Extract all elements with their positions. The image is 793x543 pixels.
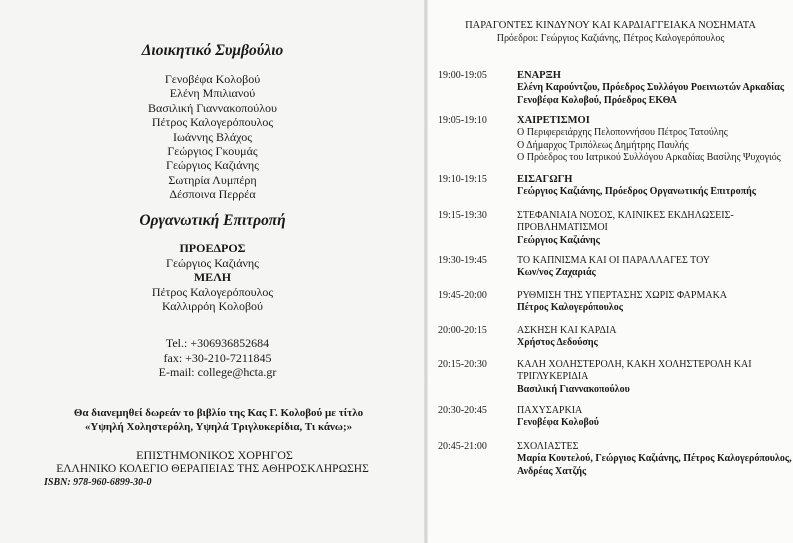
session-speaker: Κων/νος Ζαχαριάς (517, 267, 596, 279)
email-text: E-mail: college@hcta.gr (158, 365, 277, 379)
session-content (517, 210, 734, 247)
session-time: 19:30-19:45 (438, 255, 487, 266)
program-chairs: Πρόεδροι: Γεώργιος Καζιάνης, Πέτρος Καλογερόπουλος (496, 33, 725, 44)
session-content (517, 255, 710, 280)
session-time: 19:45-20:00 (438, 290, 487, 301)
session-content (517, 405, 599, 430)
session-time: 19:00-19:05 (438, 70, 487, 81)
board-member: Ιωάννης Βλάχος (173, 129, 252, 144)
book-line-1: Θα διανεμηθεί δωρεάν το βιβλίο της Κας Γ. Κολοβού με τίτλο (73, 407, 364, 419)
session-text: ΤΟ ΚΑΠΝΙΣΜΑ ΚΑΙ ΟΙ ΠΑΡΑΛΛΑΓΕΣ ΤΟΥ (517, 255, 711, 266)
session-heading: ΧΑΙΡΕΤΙΣΜΟΙ (517, 115, 590, 126)
session-text: Ο Δήμαρχος Τριπόλεως Δημήτρης Παυλής (517, 139, 689, 151)
session-content (517, 70, 784, 107)
board-member: Βασιλική Γιαννακοπούλου (148, 100, 277, 115)
session-heading: ΕΝΑΡΞΗ (517, 70, 561, 81)
session-speaker: Ελένη Καρούντζου, Πρόεδρος Συλλόγου Ροεινιωτών Αρκαδίας (517, 82, 785, 94)
session-speaker: Γεώργιος Καζιάνης (517, 234, 600, 246)
board-member: Γεώργιος Γκουμάς (167, 144, 258, 158)
session-speaker: Γενοβέφα Κολοβού, Πρόεδρος ΕΚΘΑ (517, 94, 677, 106)
session-speaker: Βασιλική Γιαννακοπούλου (517, 383, 630, 395)
board-member: Ελένη Μπιλιανού (169, 86, 256, 101)
session-text: Ο Πρόεδρος του Ιατρικού Συλλόγου Αρκαδίας Βασίλης Ψυχογιός (517, 152, 781, 164)
committee-member: Καλλιρρόη Κολοβού (161, 299, 263, 313)
members-label: ΜΕΛΗ (193, 270, 232, 284)
committee-title: Οργανωτική Επιτροπή (139, 212, 286, 229)
isbn-text: ISBN: 978-960-6899-30-0 (44, 477, 152, 488)
sponsor-name: ΕΛΛΗΝΙΚΟ ΚΟΛΕΓΙΟ ΘΕΡΑΠΕΙΑΣ ΤΗΣ ΑΘΗΡΟΣΚΛΗΡΩΣΗΣ (56, 463, 369, 475)
board-title: Διοικητικό Συμβούλιο (141, 42, 284, 59)
session-text: ΠΡΟΒΛΗΜΑΤΙΣΜΟΙ (517, 222, 608, 234)
session-text: ΠΑΧΥΣΑΡΚΙΑ (517, 405, 583, 416)
session-content (517, 290, 727, 315)
session-content (517, 325, 617, 350)
session-content (517, 441, 792, 478)
session-content (517, 174, 756, 199)
session-text: ΣΤΕΦΑΝΙΑΙΑ ΝΟΣΟΣ, ΚΛΙΝΙΚΕΣ ΕΚΔΗΛΩΣΕΙΣ- (517, 210, 734, 221)
session-time: 20:15-20:30 (438, 359, 487, 370)
board-member: Γενοβέφα Κολοβού (164, 72, 261, 86)
president-name: Γεώργιος Καζιάνης (166, 255, 259, 270)
board-member: Δέσποινα Περρέα (169, 187, 256, 202)
session-speaker: Μαρία Κουτελού, Γεώργιος Καζιάνης, Πέτρος Καλογερόπουλος, (517, 453, 792, 465)
session-time: 19:05-19:10 (438, 115, 487, 126)
session-content (517, 359, 752, 396)
session-speaker: Γενοβέφα Κολοβού (517, 417, 599, 429)
session-speaker: Γεώργιος Καζιάνης, Πρόεδρος Οργανωτικής Επιτροπής (517, 186, 756, 198)
session-text: ΑΣΚΗΣΗ ΚΑΙ ΚΑΡΔΙΑ (517, 325, 617, 336)
fax-text: fax: +30-210-7211845 (163, 350, 272, 365)
session-text: ΤΡΙΓΛΥΚΕΡΙΔΙΑ (517, 371, 589, 383)
session-time: 20:00-20:15 (438, 325, 487, 336)
session-time: 19:15-19:30 (438, 210, 487, 221)
session-text: ΣΧΟΛΙΑΣΤΕΣ (517, 441, 579, 452)
session-content (517, 115, 781, 165)
program-title: ΠΑΡΑΓΟΝΤΕΣ ΚΙΝΔΥΝΟΥ ΚΑΙ ΚΑΡΔΙΑΓΓΕΙΑΚΑ ΝΟΣΗΜΑΤΑ (465, 20, 756, 31)
committee-member: Πέτρος Καλογερόπουλος (151, 284, 274, 299)
sponsor-label: ΕΠΙΣΤΗΜΟΝΙΚΟΣ ΧΟΡΗΓΟΣ (136, 448, 293, 462)
board-member: Πέτρος Καλογερόπουλος (151, 115, 274, 130)
session-text: ΡΥΘΜΙΣΗ ΤΗΣ ΥΠΕΡΤΑΣΗΣ ΧΩΡΙΣ ΦΑΡΜΑΚΑ (517, 290, 728, 301)
session-time: 20:45-21:00 (438, 441, 487, 452)
session-speaker: Ανδρέας Χατζής (517, 465, 587, 477)
session-text: ΚΑΛΗ ΧΟΛΗΣΤΕΡΟΛΗ, ΚΑΚΗ ΧΟΛΗΣΤΕΡΟΛΗ ΚΑΙ (517, 359, 752, 370)
tel-text: Tel.: +306936852684 (165, 336, 270, 350)
board-member: Σωτηρία Λυμπέρη (168, 172, 257, 187)
session-text: Ο Περιφερειάρχης Πελοποννήσου Πέτρος Τατούλης (517, 127, 728, 139)
session-speaker: Πέτρος Καλογερόπουλος (517, 302, 623, 314)
session-time: 19:10-19:15 (438, 174, 487, 185)
right-page (428, 0, 793, 543)
session-time: 20:30-20:45 (438, 405, 487, 416)
session-speaker: Χρήστος Δεδούσης (517, 337, 598, 349)
board-member: Γεώργιος Καζιάνης (166, 158, 259, 173)
book-line-2: «Υψηλή Χοληστερόλη, Υψηλά Τριγλυκερίδια, Τι κάνω;» (84, 421, 353, 433)
president-label: ΠΡΟΕΔΡΟΣ (179, 241, 246, 255)
session-heading: ΕΙΣΑΓΩΓΗ (517, 174, 573, 185)
